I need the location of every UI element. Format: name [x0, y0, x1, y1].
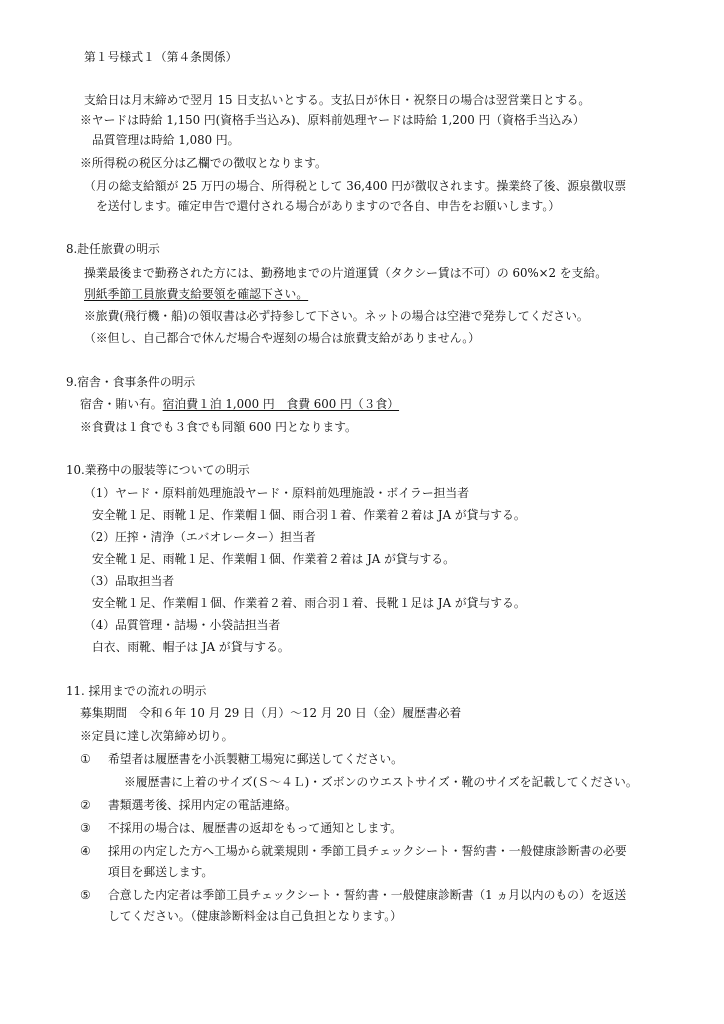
recruitment-period: 募集期間 令和６年 10 月 29 日（月）～12 月 20 日（金）履歴書必着 — [80, 706, 462, 720]
travel-line-underlined: 別紙季節工員旅費支給要領を確認下さい。 — [84, 287, 309, 301]
travel-line: （※但し、自己都合で休んだ場合や遅刻の場合は旅費支給がありません。） — [84, 331, 480, 345]
section-heading-hiring: 11. 採用までの流れの明示 — [66, 684, 207, 698]
lodging-line-prefix: 宿舎・賄い有。 — [80, 397, 163, 411]
step-number: ① — [80, 752, 91, 766]
step-number: ⑤ — [80, 888, 91, 902]
form-title: 第１号様式１（第４条関係） — [84, 50, 238, 64]
step-text: 合意した内定者は季節工員チェックシート・誓約書・一般健康診断書（1 ヵ月以内のもの）を返送 — [108, 888, 627, 902]
pay-line: ※ヤードは時給 1,150 円(資格手当込み)、原料前処理ヤードは時給 1,200 円（資格手当込み） — [80, 113, 585, 127]
clothing-item-label: （4）品質管理・詰場・小袋詰担当者 — [84, 618, 281, 632]
section-heading-travel: 8.赴任旅費の明示 — [66, 242, 160, 256]
step-text: してください。（健康診断料金は自己負担となります。） — [108, 909, 402, 923]
step-text: ※履歴書に上着のサイズ(Ｓ～４Ｌ)・ズボンのウエストサイズ・靴のサイズを記載してください。 — [124, 775, 638, 789]
pay-line: （月の総支給額が 25 万円の場合、所得税として 36,400 円が徴収されます。操業終了後、源泉徴収票 — [84, 179, 627, 193]
pay-line: 品質管理は時給 1,080 円。 — [92, 133, 240, 147]
clothing-item-label: （1）ヤード・原料前処理施設ヤード・原料前処理施設・ボイラー担当者 — [84, 486, 470, 500]
clothing-item-label: （2）圧搾・清浄（エバオレーター）担当者 — [84, 530, 316, 544]
clothing-item-detail: 安全靴１足、雨靴１足、作業帽１個、作業着２着は JA が貸与する。 — [92, 552, 455, 566]
pay-line: を送付します。確定申告で還付される場合がありますので各自、申告をお願いします。） — [96, 199, 561, 213]
lodging-line: ※食費は１食でも３食でも同額 600 円となります。 — [80, 420, 357, 434]
pay-line: 支給日は月末締めで翌月 15 日支払いとする。支払日が休日・祝祭日の場合は翌営業日とする。 — [84, 93, 591, 107]
step-text: 項目を郵送します。 — [108, 865, 214, 879]
pay-line: ※所得税の税区分は乙欄での徴収となります。 — [80, 156, 327, 170]
step-text: 不採用の場合は、履歴書の返却をもって通知とします。 — [108, 821, 402, 835]
step-number: ③ — [80, 821, 91, 835]
step-number: ④ — [80, 844, 91, 858]
lodging-fees: 宿泊費１泊 1,000 円 食費 600 円（３食） — [162, 397, 400, 411]
travel-line: ※旅費(飛行機・船)の領収書は必ず持参して下さい。ネットの場合は空港で発券してください。 — [84, 309, 589, 323]
clothing-item-detail: 安全靴１足、雨靴１足、作業帽１個、雨合羽１着、作業着２着は JA が貸与する。 — [92, 508, 526, 522]
step-text: 採用の内定した方へ工場から就業規則・季節工員チェックシート・誓約書・一般健康診断書の必要 — [108, 844, 627, 858]
section-heading-lodging: 9.宿舎・食事条件の明示 — [66, 375, 196, 389]
clothing-item-detail: 安全靴１足、作業帽１個、作業着２着、雨合羽１着、長靴１足は JA が貸与する。 — [92, 596, 526, 610]
step-text: 書類選考後、採用内定の電話連絡。 — [108, 798, 297, 812]
lodging-line — [80, 399, 399, 411]
recruitment-note: ※定員に達し次第締め切り。 — [80, 729, 234, 743]
section-heading-clothing: 10.業務中の服装等についての明示 — [66, 463, 250, 477]
step-text: 希望者は履歴書を小浜製糖工場宛に郵送してください。 — [108, 752, 403, 766]
step-number: ② — [80, 798, 91, 812]
clothing-item-detail: 白衣、雨靴、帽子は JA が貸与する。 — [92, 640, 290, 654]
travel-line: 操業最後まで勤務された方には、勤務地までの片道運賃（タクシー賃は不可）の 60%×2 を支給。 — [84, 266, 607, 280]
clothing-item-label: （3）品取担当者 — [84, 574, 175, 588]
